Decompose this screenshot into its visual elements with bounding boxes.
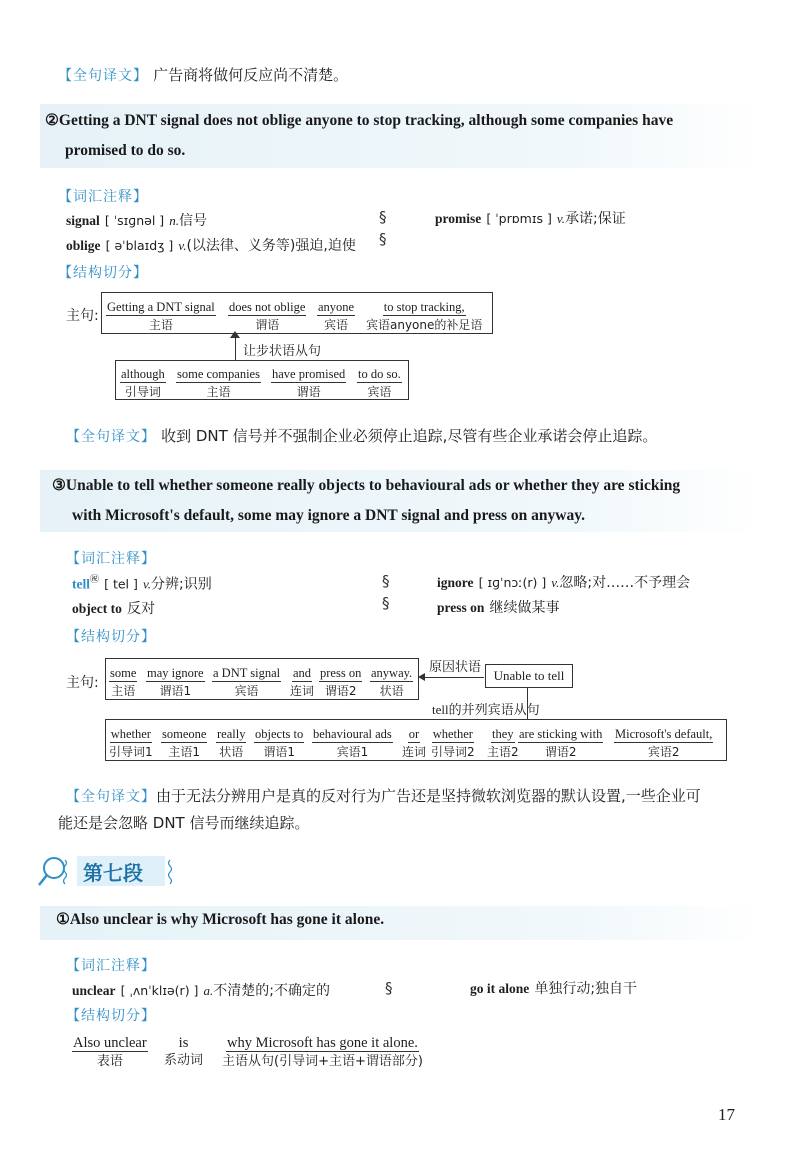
clause-segment: whether 引导词2: [431, 727, 475, 759]
structure-row: [72, 1032, 492, 1082]
clause-segment: may ignore 谓语1: [147, 666, 204, 698]
page-number: 17: [718, 1105, 735, 1124]
clause-segment: have promised 谓语: [272, 367, 346, 399]
connector-label: 让步状语从句: [243, 344, 322, 359]
structure-tag: 【结构切分】: [66, 629, 156, 645]
vocab-pos: a.: [203, 983, 214, 998]
sentence-text-line1: Getting a DNT signal does not oblige anyone to stop tracking, although some companies have: [58, 112, 674, 129]
translation-text-line2: 能还是会忽略 DNT 信号而继续追踪。: [58, 814, 310, 832]
clause-segment: they 主语2: [487, 727, 519, 759]
vocab-def: 忽略;对……不予理会: [559, 575, 691, 591]
clause-segment: is 系动词: [164, 1035, 204, 1068]
clause-segment: some companies 主语: [177, 367, 260, 399]
sentence-text-line1: Unable to tell whether someone really objects to behavioural ads or whether they are sticking: [65, 477, 681, 494]
clause-segment: a DNT signal 宾语: [213, 666, 281, 698]
vocab-entry-unclear: [72, 980, 330, 1000]
full-translation-tag: 【全句译文】: [66, 789, 156, 805]
connector-line: [424, 677, 484, 678]
clause-segment: why Microsoft has gone it alone. 主语从句(引导词+主语+谓语部分): [222, 1035, 423, 1069]
translation-line: [66, 425, 657, 446]
vocab-entry-signal: [66, 210, 207, 230]
divider-squiggle-icon: §: [385, 979, 393, 997]
vocab-word: press on: [437, 600, 485, 615]
clause-segment: someone 主语1: [162, 727, 207, 759]
clause-segment: and 连词: [290, 666, 315, 698]
arrow-left-icon: [418, 673, 425, 681]
vocab-def: (以法律、义务等)强迫,迫使: [186, 238, 356, 254]
vocab-word: object to: [72, 601, 122, 616]
full-translation-tag: 【全句译文】: [66, 429, 156, 445]
clause-segment: to stop tracking, 宾语anyone的补足语: [366, 300, 483, 332]
vocab-def: 继续做某事: [489, 600, 560, 616]
vocab-def: 承诺;保证: [564, 211, 626, 227]
main-clause-label: 主句:: [66, 675, 99, 691]
clause-segment: anyway. 状语: [371, 666, 413, 698]
clause-segment: Microsoft's default, 宾语2: [615, 727, 713, 759]
top-translation-line: [58, 64, 348, 85]
sentence-number: ①: [56, 911, 70, 928]
structure-tag: 【结构切分】: [66, 1008, 156, 1024]
vocab-pos: v.: [556, 211, 565, 226]
sentence-text-line2: with Microsoft's default, some may ignore a DNT signal and press on anyway.: [72, 507, 585, 524]
vocab-def: 单独行动;独自干: [534, 981, 638, 997]
clause-segment: to do so. 宾语: [358, 367, 401, 399]
high-frequency-mark-icon: ㊗: [90, 575, 100, 585]
vocab-ipa: [ ˈsɪɡnəl ]: [104, 213, 165, 228]
main-clause-box: [101, 292, 493, 334]
sentence-p7-1: [56, 905, 384, 935]
sentence-text-line2: promised to do so.: [65, 142, 186, 159]
vocab-entry-oblige: [66, 235, 356, 255]
reason-box: [485, 664, 573, 688]
clause-segment: objects to 谓语1: [255, 727, 304, 759]
section-title: 第七段: [83, 861, 143, 885]
sentence-2: [45, 106, 745, 166]
sub-clause-box: [115, 360, 409, 400]
vocab-word: go it alone: [470, 981, 530, 996]
clause-segment: does not oblige 谓语: [229, 300, 306, 332]
vocab-ipa: [ ˈprɒmɪs ]: [486, 211, 552, 226]
vocab-word: unclear: [72, 983, 116, 998]
vocab-ipa: [ tel ]: [104, 576, 138, 592]
connector-label: 原因状语: [429, 660, 482, 675]
sentence-text: Also unclear is why Microsoft has gone it alone.: [69, 911, 385, 928]
vocab-word: tell: [72, 576, 90, 592]
sentence-number: ②: [45, 112, 59, 129]
translation-text-line1: 由于无法分辨用户是真的反对行为广告还是坚持微软浏览器的默认设置,一些企业可: [156, 787, 701, 805]
vocab-entry-goitalone: [470, 978, 637, 998]
clause-segment: whether 引导词1: [109, 727, 153, 759]
vocab-ipa: [ əˈblaɪdʒ ]: [105, 238, 174, 253]
vocab-pos: v.: [551, 575, 560, 590]
translation-block: [58, 783, 756, 836]
vocab-entry-promise: [435, 208, 626, 228]
main-clause-label: 主句:: [66, 308, 99, 324]
vocab-ipa: [ ɪɡˈnɔː(r) ]: [478, 575, 547, 590]
clause-segment: anyone 宾语: [318, 300, 355, 332]
translation-text: 广告商将做何反应尚不清楚。: [153, 66, 349, 84]
sub-clause-box: [105, 719, 727, 761]
clause-segment: press on 谓语2: [320, 666, 362, 698]
clause-segment: behavioural ads 宾语1: [313, 727, 392, 759]
arrow-up-icon: [230, 331, 240, 338]
vocab-def: 分辨;识别: [151, 576, 212, 593]
clause-segment: are sticking with 谓语2: [519, 727, 603, 759]
vocab-entry-tell: [72, 572, 212, 593]
clause-segment: although 引导词: [121, 367, 165, 399]
vocab-def: 反对: [126, 601, 155, 617]
section-header: [35, 852, 175, 892]
vocab-word: signal: [66, 213, 100, 228]
structure-tag: 【结构切分】: [58, 265, 148, 281]
vocab-tag: 【词汇注释】: [66, 958, 156, 974]
vocab-word: promise: [435, 211, 482, 226]
divider-squiggle-icon: § §: [382, 572, 390, 612]
vocab-entry-presson: [437, 597, 559, 617]
connector-label: tell的并列宾语从句: [432, 702, 540, 717]
vocab-pos: v.: [142, 576, 152, 592]
main-clause-box: [105, 658, 419, 700]
reason-text: Unable to tell: [493, 668, 565, 683]
vocab-def: 信号: [179, 213, 208, 229]
vocab-tag: 【词汇注释】: [66, 551, 156, 567]
vocab-entry-ignore: [437, 572, 690, 592]
clause-segment: some 主语: [110, 666, 137, 698]
full-translation-tag: 【全句译文】: [58, 68, 148, 84]
vocab-ipa: [ ˌʌnˈklɪə(r) ]: [120, 983, 199, 998]
vocab-tag: 【词汇注释】: [58, 189, 148, 205]
clause-segment: Getting a DNT signal 主语: [107, 300, 215, 332]
translation-text: 收到 DNT 信号并不强制企业必须停止追踪,尽管有些企业承诺会停止追踪。: [161, 427, 658, 445]
clause-segment: Also unclear 表语: [73, 1035, 147, 1069]
sentence-number: ③: [52, 477, 66, 494]
clause-segment: or 连词: [402, 727, 427, 759]
vocab-word: ignore: [437, 575, 474, 590]
vocab-def: 不清楚的;不确定的: [213, 983, 330, 999]
sentence-3: [52, 471, 752, 531]
clause-segment: really 状语: [217, 727, 246, 759]
vocab-pos: n.: [169, 213, 180, 228]
divider-squiggle-icon: § §: [379, 208, 387, 248]
vocab-pos: v.: [178, 238, 187, 253]
vocab-entry-objectto: [72, 598, 155, 618]
vocab-word: oblige: [66, 238, 101, 253]
